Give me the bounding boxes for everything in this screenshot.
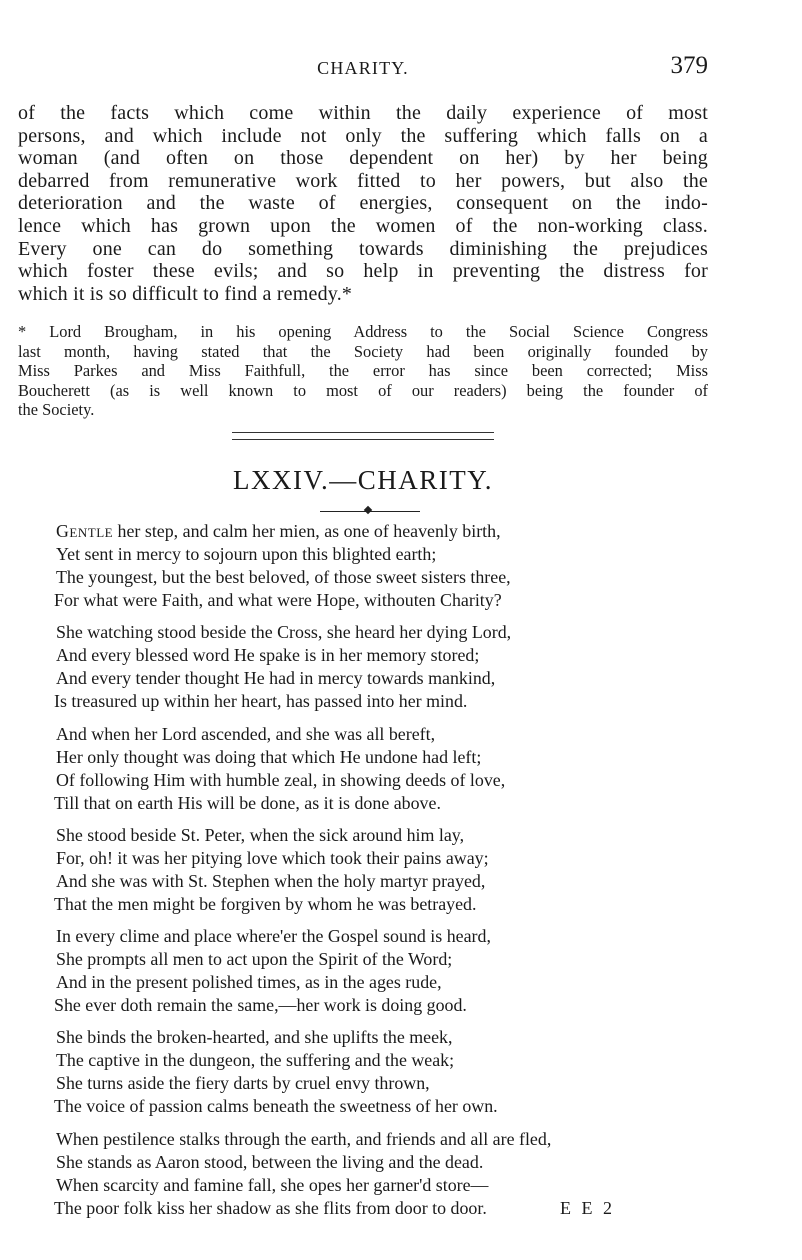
verse-line: And in the present polished times, as in the ages rude, (56, 972, 442, 993)
verse-line: When scarcity and famine fall, she opes her garner'd store— (56, 1174, 489, 1195)
prose-line: persons, and which include not only the suffering which falls on a (18, 124, 708, 147)
verse-line (0, 520, 802, 543)
verse-line: And when her Lord ascended, and she was all bereft, (56, 723, 436, 744)
verse-line: She ever doth remain the same,—her work is doing good. (54, 995, 467, 1016)
prose-line: deterioration and the waste of energies, consequent on the indo- (18, 192, 708, 215)
stanza (0, 1026, 802, 1118)
verse-line: The youngest, but the best beloved, of those sweet sisters three, (56, 567, 511, 587)
prose-paragraph (18, 102, 708, 305)
verse-line: She watching stood beside the Cross, she heard her dying Lord, (56, 622, 512, 643)
verse-line: Her only thought was doing that which He undone had left; (56, 746, 482, 767)
verse-line: She stands as Aaron stood, between the living and the dead. (56, 1151, 484, 1172)
verse-line: For what were Faith, and what were Hope, withouten Charity? (54, 590, 502, 610)
stanza (0, 723, 802, 815)
page-number: 379 (670, 52, 708, 79)
section-divider (232, 432, 494, 440)
stanza (0, 824, 802, 916)
verse-line: For, oh! it was her pitying love which took their pains away; (56, 847, 489, 868)
verse-line: She binds the broken-hearted, and she uplifts the meek, (56, 1027, 453, 1048)
verse-line: When pestilence stalks through the earth, and friends and all are fled, (56, 1128, 552, 1149)
verse-line: Of following Him with humble zeal, in showing deeds of love, (56, 769, 506, 790)
verse-line: And every tender thought He had in mercy towards mankind, (56, 668, 496, 689)
verse-line: That the men might be forgiven by whom he was betrayed. (54, 893, 477, 914)
verse-line: She prompts all men to act upon the Spirit of the Word; (56, 949, 453, 970)
title-ornament (320, 507, 420, 517)
prose-line: lence which has grown upon the women of the non-working class. (18, 214, 708, 237)
page-header (18, 52, 708, 86)
ornament-diamond (364, 506, 372, 514)
verse-line: Till that on earth His will be done, as it is done above. (54, 792, 441, 813)
signature-mark: E E 2 (560, 1198, 615, 1218)
poem-body (0, 520, 802, 1229)
verse-line: She stood beside St. Peter, when the sick around him lay, (56, 824, 465, 845)
stanza (0, 1128, 802, 1220)
prose-line: Every one can do something towards diminishing the prejudices (18, 237, 708, 260)
prose-line: of the facts which come within the daily experience of most (18, 102, 708, 124)
verse-line: And she was with St. Stephen when the holy martyr prayed, (56, 870, 486, 891)
verse-line: In every clime and place where'er the Gospel sound is heard, (56, 926, 491, 947)
verse-line: Is treasured up within her heart, has passed into her mind. (54, 691, 468, 712)
opening-word: Gentle (56, 521, 114, 541)
verse-line: The poor folk kiss her shadow as she flits from door to door. (54, 1197, 487, 1218)
stanza (0, 520, 802, 612)
footnote (18, 322, 708, 420)
footnote-line: Boucherett (as is well known to most of our readers) being the founder of (18, 380, 708, 400)
verse-text: her step, and calm her mien, as one of heavenly birth, (113, 521, 501, 541)
verse-line: She turns aside the fiery darts by cruel envy thrown, (56, 1073, 430, 1094)
verse-line: Yet sent in mercy to sojourn upon this blighted earth; (56, 544, 437, 564)
verse-line: The captive in the dungeon, the suffering and the weak; (56, 1050, 455, 1071)
running-title: CHARITY. (317, 58, 409, 78)
prose-line: woman (and often on those dependent on her) by her being (18, 147, 708, 170)
footnote-line: * Lord Brougham, in his opening Address to the Social Science Congress (18, 322, 708, 341)
footnote-line: last month, having stated that the Society had been originally founded by (18, 341, 708, 361)
verse-line: And every blessed word He spake is in her memory stored; (56, 645, 480, 666)
footnote-line: Miss Parkes and Miss Faithfull, the error has since been corrected; Miss (18, 361, 708, 380)
verse-line: The voice of passion calms beneath the sweetness of her own. (54, 1096, 498, 1117)
stanza (0, 621, 802, 713)
prose-line: which foster these evils; and so help in preventing the distress for (18, 260, 708, 283)
footnote-line: the Society. (18, 400, 95, 419)
prose-line: debarred from remunerative work fitted to her powers, but also the (18, 169, 708, 192)
prose-line: which it is so difficult to find a remedy.* (18, 282, 353, 305)
stanza (0, 925, 802, 1017)
poem-title: LXXIV.—CHARITY. (232, 465, 493, 495)
